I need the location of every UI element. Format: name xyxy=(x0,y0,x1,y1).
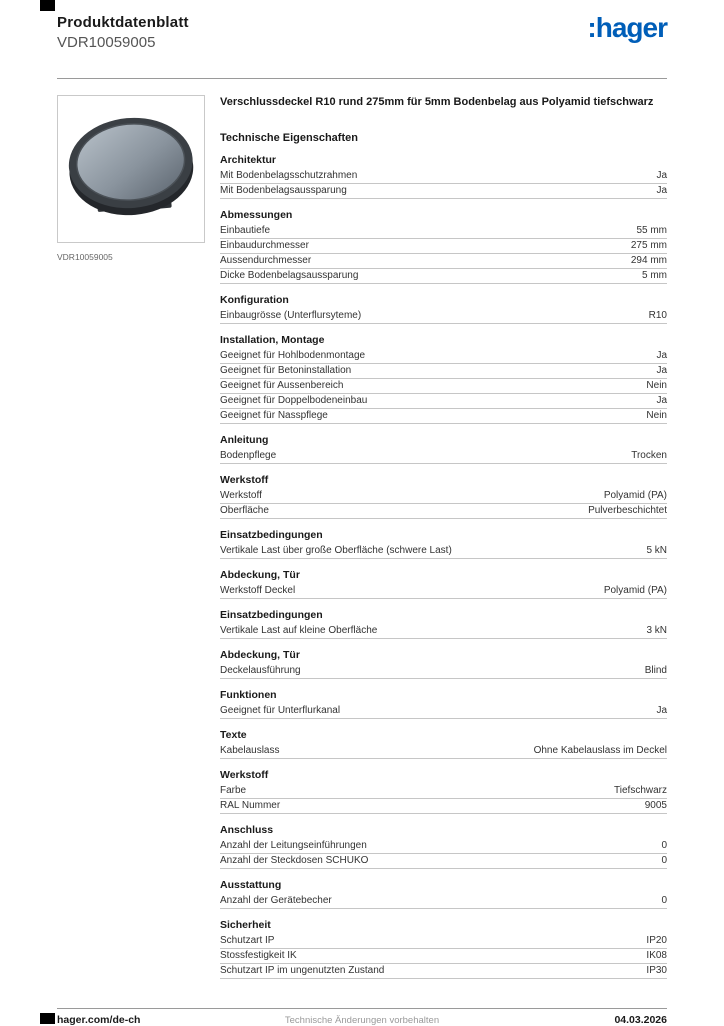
spec-row xyxy=(220,239,667,254)
spec-row xyxy=(220,449,667,464)
spec-label: Geeignet für Betoninstallation xyxy=(220,364,352,376)
spec-value: IP30 xyxy=(646,964,667,976)
spec-value: Ohne Kabelauslass im Deckel xyxy=(533,744,667,756)
spec-label: Oberfläche xyxy=(220,504,269,516)
footer-divider xyxy=(57,1008,667,1009)
section-heading: Einsatzbedingungen xyxy=(220,528,323,541)
section-heading: Funktionen xyxy=(220,688,277,701)
spec-label: Einbaudurchmesser xyxy=(220,239,309,251)
spec-label: Anzahl der Gerätebecher xyxy=(220,894,332,906)
spec-row xyxy=(220,664,667,679)
spec-row xyxy=(220,964,667,979)
spec-value: IP20 xyxy=(646,934,667,946)
product-image-column xyxy=(57,95,205,979)
spec-value: 5 kN xyxy=(646,544,667,556)
spec-label: Einbaugrösse (Unterflursyteme) xyxy=(220,309,362,321)
registration-mark-bottom xyxy=(40,1013,55,1024)
header-divider xyxy=(57,78,667,79)
product-reference: VDR10059005 xyxy=(57,34,156,51)
page-header xyxy=(57,14,667,51)
page-footer xyxy=(57,1014,667,1026)
spec-value: Polyamid (PA) xyxy=(603,584,667,596)
spec-value: Nein xyxy=(646,379,667,391)
spec-label: Werkstoff xyxy=(220,489,262,501)
spec-value: 55 mm xyxy=(636,224,667,236)
spec-row xyxy=(220,349,667,364)
spec-row xyxy=(220,269,667,284)
spec-row xyxy=(220,744,667,759)
spec-value: Blind xyxy=(644,664,667,676)
spec-value: 294 mm xyxy=(630,254,667,266)
section-heading: Werkstoff xyxy=(220,473,269,486)
spec-value: Ja xyxy=(656,364,667,376)
section-heading: Einsatzbedingungen xyxy=(220,608,323,621)
spec-label: Geeignet für Doppelbodeneinbau xyxy=(220,394,368,406)
spec-label: Anzahl der Leitungseinführungen xyxy=(220,839,367,851)
spec-row xyxy=(220,839,667,854)
hager-logo: :hager xyxy=(587,12,667,43)
spec-value: 9005 xyxy=(644,799,667,811)
spec-label: Mit Bodenbelagsschutzrahmen xyxy=(220,169,358,181)
section-heading: Sicherheit xyxy=(220,918,271,931)
spec-value: Tiefschwarz xyxy=(614,784,667,796)
section-heading: Abmessungen xyxy=(220,208,293,221)
spec-value: 275 mm xyxy=(630,239,667,251)
footer-date: 04.03.2026 xyxy=(614,1014,667,1026)
spec-label: Dicke Bodenbelagsaussparung xyxy=(220,269,359,281)
spec-label: Geeignet für Nasspflege xyxy=(220,409,328,421)
registration-mark-top xyxy=(40,0,55,11)
spec-sections xyxy=(220,154,667,979)
section-heading: Abdeckung, Tür xyxy=(220,648,300,661)
spec-row xyxy=(220,544,667,559)
spec-label: RAL Nummer xyxy=(220,799,281,811)
spec-label: Anzahl der Steckdosen SCHUKO xyxy=(220,854,369,866)
spec-value: Ja xyxy=(656,184,667,196)
product-image-frame xyxy=(57,95,205,243)
spec-label: Schutzart IP im ungenutzten Zustand xyxy=(220,964,385,976)
spec-row xyxy=(220,254,667,269)
section-heading: Werkstoff xyxy=(220,768,269,781)
header-titles xyxy=(57,14,189,51)
document-title: Produktdatenblatt xyxy=(57,14,189,31)
spec-label: Geeignet für Hohlbodenmontage xyxy=(220,349,366,361)
spec-label: Geeignet für Unterflurkanal xyxy=(220,704,341,716)
spec-label: Stossfestigkeit IK xyxy=(220,949,297,961)
spec-value: 5 mm xyxy=(642,269,667,281)
spec-value: 0 xyxy=(661,854,667,866)
section-heading: Anleitung xyxy=(220,433,269,446)
spec-label: Mit Bodenbelagsaussparung xyxy=(220,184,347,196)
spec-row xyxy=(220,854,667,869)
spec-label: Schutzart IP xyxy=(220,934,275,946)
spec-row xyxy=(220,934,667,949)
spec-row xyxy=(220,504,667,519)
footer-website-link[interactable]: hager.com/de-ch xyxy=(57,1014,141,1026)
spec-value: Ja xyxy=(656,169,667,181)
section-heading: Abdeckung, Tür xyxy=(220,568,300,581)
spec-value: Trocken xyxy=(631,449,667,461)
section-heading: Architektur xyxy=(220,153,277,166)
spec-row xyxy=(220,409,667,424)
spec-row xyxy=(220,379,667,394)
spec-row xyxy=(220,224,667,239)
spec-value: 3 kN xyxy=(646,624,667,636)
spec-label: Einbautiefe xyxy=(220,224,271,236)
spec-value: Pulverbeschichtet xyxy=(588,504,667,516)
spec-row xyxy=(220,799,667,814)
section-heading: Installation, Montage xyxy=(220,333,325,346)
product-name: Verschlussdeckel R10 rund 275mm für 5mm Bodenbelag aus Polyamid tiefschwarz xyxy=(220,96,654,108)
section-heading: Ausstattung xyxy=(220,878,282,891)
spec-label: Vertikale Last über große Oberfläche (schwere Last) xyxy=(220,544,452,556)
product-image-caption: VDR10059005 xyxy=(57,252,113,262)
product-photo xyxy=(58,96,204,242)
spec-label: Werkstoff Deckel xyxy=(220,584,296,596)
spec-row xyxy=(220,184,667,199)
spec-value: Ja xyxy=(656,394,667,406)
spec-value: IK08 xyxy=(646,949,667,961)
spec-value: Nein xyxy=(646,409,667,421)
spec-row xyxy=(220,169,667,184)
spec-label: Farbe xyxy=(220,784,247,796)
spec-row xyxy=(220,704,667,719)
footer-disclaimer: Technische Änderungen vorbehalten xyxy=(284,1015,440,1026)
spec-value: 0 xyxy=(661,894,667,906)
spec-value: 0 xyxy=(661,839,667,851)
spec-row xyxy=(220,584,667,599)
section-heading: Konfiguration xyxy=(220,293,289,306)
spec-row xyxy=(220,894,667,909)
spec-value: R10 xyxy=(648,309,667,321)
content-area xyxy=(57,95,667,979)
spec-label: Kabelauslass xyxy=(220,744,280,756)
spec-row xyxy=(220,364,667,379)
spec-row xyxy=(220,309,667,324)
spec-value: Polyamid (PA) xyxy=(603,489,667,501)
spec-label: Geeignet für Aussenbereich xyxy=(220,379,344,391)
spec-label: Aussendurchmesser xyxy=(220,254,312,266)
section-heading: Anschluss xyxy=(220,823,274,836)
spec-row xyxy=(220,624,667,639)
spec-row xyxy=(220,784,667,799)
spec-row xyxy=(220,394,667,409)
spec-label: Deckelausführung xyxy=(220,664,301,676)
section-heading: Texte xyxy=(220,728,247,741)
tech-properties-title: Technische Eigenschaften xyxy=(220,131,358,144)
spec-value: Ja xyxy=(656,349,667,361)
spec-label: Bodenpflege xyxy=(220,449,277,461)
spec-row xyxy=(220,489,667,504)
spec-column xyxy=(220,95,667,979)
spec-value: Ja xyxy=(656,704,667,716)
spec-label: Vertikale Last auf kleine Oberfläche xyxy=(220,624,378,636)
spec-row xyxy=(220,949,667,964)
